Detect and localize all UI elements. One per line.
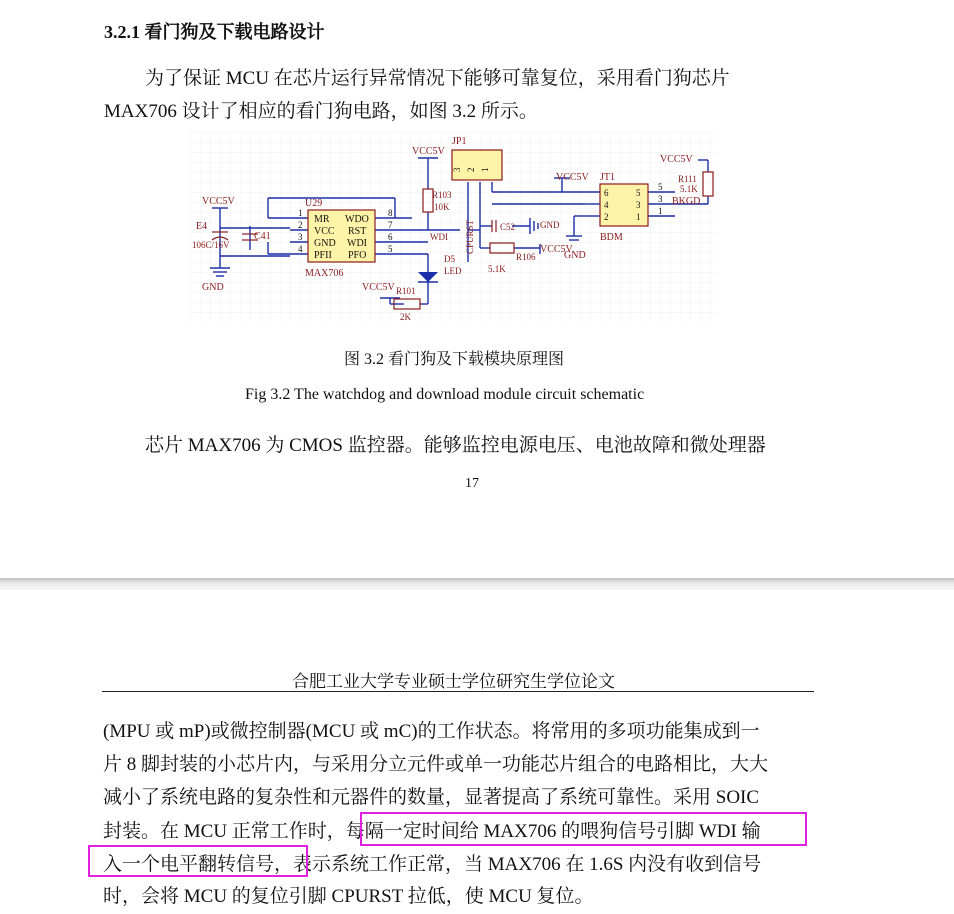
led-label: LED [444, 266, 462, 276]
running-head: 合肥工业大学专业硕士学位研究生学位论文 [292, 672, 615, 691]
vcc-label: VCC5V [362, 282, 395, 293]
jp1-label: JP1 [452, 136, 467, 147]
jt1-pin: 1 [636, 212, 641, 222]
gnd-label: GND [202, 282, 224, 293]
paragraph-line: 为了保证 MCU 在芯片运行异常情况下能够可靠复位，采用看门狗芯片 [145, 68, 730, 89]
paragraph-line: 封装。在 MCU 正常工作时，每隔一定时间给 MAX706 的喂狗信号引脚 WDI 输 [103, 821, 761, 842]
e4-label: E4 [196, 221, 208, 232]
page-number: 17 [465, 476, 479, 491]
jp1-pin: 3 [452, 167, 462, 172]
r106-label: R106 [516, 252, 536, 262]
page-2 [0, 590, 954, 914]
figure-caption-en: Fig 3.2 The watchdog and download module circuit schematic [245, 386, 645, 403]
r111-label: R111 [678, 174, 697, 184]
jt1-pin: 4 [604, 200, 609, 210]
jp1-pin: 2 [466, 167, 476, 172]
highlight-box [360, 812, 807, 846]
wdi-net-label: WDI [430, 232, 448, 242]
pin-name: PFII [314, 250, 332, 261]
jt1-label: JT1 [600, 172, 615, 183]
r103-label: R103 [432, 190, 452, 200]
pin-name: WDO [345, 214, 369, 225]
vcc-label: VCC5V [202, 196, 235, 207]
pin-name: RST [348, 226, 367, 237]
figure-caption-cn: 图 3.2 看门狗及下载模块原理图 [344, 351, 565, 368]
jt1-out-pin: 5 [658, 182, 663, 192]
jt1-out-pin: 1 [658, 206, 663, 216]
pin-name: WDI [347, 238, 367, 249]
paragraph-line: (MPU 或 mP)或微控制器(MCU 或 mC)的工作状态。将常用的多项功能集成到一 [103, 721, 760, 742]
page-separator [0, 578, 954, 590]
paragraph-line: 片 8 脚封装的小芯片内，与采用分立元件或单一功能芯片组合的电路相比，大大 [103, 754, 769, 775]
e4-value: 106C/16V [192, 240, 230, 250]
max706-label: MAX706 [305, 268, 344, 279]
pin-name: GND [314, 238, 336, 249]
c52-label: C52 [500, 222, 516, 232]
cpurst-label: CPURST [465, 219, 475, 254]
pin-number: 8 [388, 208, 393, 218]
jt1-pin: 5 [636, 188, 641, 198]
jp1-pin: 1 [480, 167, 490, 172]
gnd-label: GND [564, 250, 586, 261]
paragraph-line: 入一个电平翻转信号，表示系统工作正常，当 MAX706 在 1.6S 内没有收到信号 [103, 854, 762, 875]
r106-value: 5.1K [488, 264, 506, 274]
jt1-pin: 2 [604, 212, 609, 222]
jp1-header [452, 150, 502, 180]
pin-name: PFO [348, 250, 367, 261]
pin-number: 5 [388, 244, 393, 254]
pin-number: 3 [298, 232, 303, 242]
jt1-pin: 3 [636, 200, 641, 210]
jt1-pin: 6 [604, 188, 609, 198]
highlight-box [88, 845, 308, 877]
section-heading: 3.2.1 看门狗及下载电路设计 [104, 22, 325, 42]
paragraph-line: MAX706 设计了相应的看门狗电路，如图 3.2 所示。 [104, 101, 538, 122]
jt1-out-pin: 3 [658, 194, 663, 204]
vcc-label: VCC5V [412, 146, 445, 157]
header-rule [102, 691, 814, 692]
bdm-label: BDM [600, 232, 623, 243]
gnd-label: GND [540, 220, 560, 230]
c41-label: C41 [254, 231, 271, 242]
d5-label: D5 [444, 254, 455, 264]
pin-name: VCC [314, 226, 335, 237]
pin-number: 7 [388, 220, 393, 230]
schematic-figure [190, 132, 718, 322]
pin-number: 2 [298, 220, 303, 230]
vcc-label: VCC5V [540, 244, 573, 255]
bkgd-label: BKGD [672, 196, 701, 207]
vcc-label: VCC5V [556, 172, 589, 183]
pin-number: 6 [388, 232, 393, 242]
pin-number: 1 [298, 208, 303, 218]
r111-value: 5.1K [680, 184, 698, 194]
paragraph-line: 减小了系统电路的复杂性和元器件的数量，显著提高了系统可靠性。采用 SOIC [103, 787, 760, 808]
pin-number: 4 [298, 244, 303, 254]
r101-value: 2K [400, 312, 411, 322]
paragraph-line: 芯片 MAX706 为 CMOS 监控器。能够监控电源电压、电池故障和微处理器 [145, 435, 766, 456]
r103-value: 10K [434, 202, 450, 212]
r101-label: R101 [396, 286, 416, 296]
u29-label: U29 [305, 198, 323, 209]
paragraph-line: 时，会将 MCU 的复位引脚 CPURST 拉低，使 MCU 复位。 [103, 886, 594, 907]
vcc-label: VCC5V [660, 154, 693, 165]
pin-name: MR [314, 214, 330, 225]
